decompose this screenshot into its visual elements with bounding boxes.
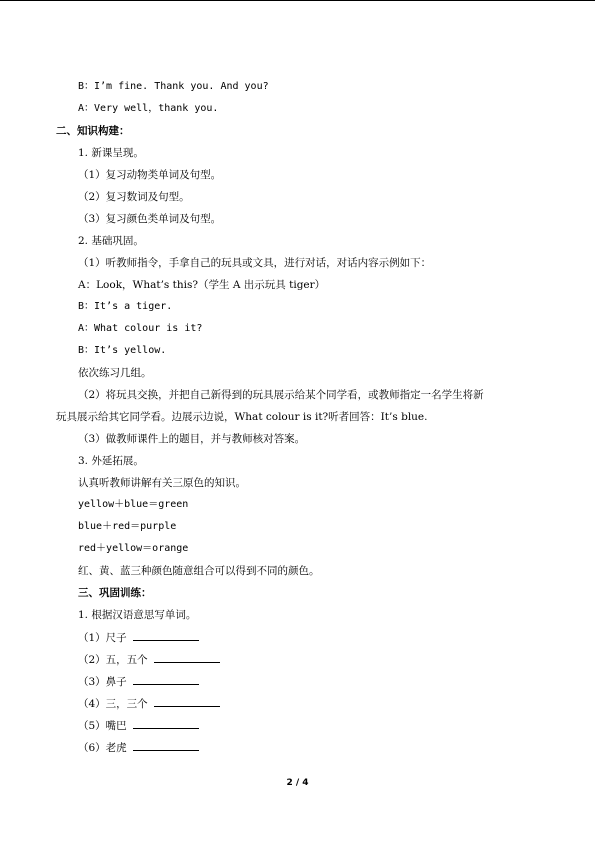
q1-item-2-blank[interactable] (154, 652, 220, 663)
item1-sub-1: （1）复习动物类单词及句型。 (78, 169, 222, 181)
item2-p3: （3）做教师课件上的题目，并与教师核对答案。 (78, 433, 306, 445)
item3-intro: 认真听教师讲解有关三原色的知识。 (78, 477, 246, 489)
section2-heading: 二、知识构建： (56, 125, 130, 137)
item2-p2-line1: （2）将玩具交换，并把自己新得到的玩具展示给某个同学看，或教师指定一名学生将新 (78, 389, 484, 401)
item2-title: 2. 基础巩固。 (78, 235, 144, 247)
dialogue-a-line: A：Very well，thank you. (78, 103, 219, 114)
page-number: 2 / 4 (286, 778, 309, 788)
q1-item-5 (78, 718, 199, 733)
dialog-line-1: A：Look，What’s this?（学生 A 出示玩具 tiger） (78, 279, 326, 291)
q1-item-1 (78, 630, 199, 645)
item2-p2-line2: 玩具展示给其它同学看。边展示边说，What colour is it?听者回答：It’s blue. (56, 411, 428, 423)
q1-item-6-label: （6）老虎 (78, 742, 127, 754)
formula-3: red＋yellow＝orange (78, 543, 189, 554)
practice-line: 依次练习几组。 (78, 367, 152, 379)
item2-p1: （1）听教师指令，手拿自己的玩具或文具，进行对话，对话内容示例如下： (78, 257, 432, 269)
q1-item-5-label: （5）嘴巴 (78, 720, 127, 732)
q1-item-4-blank[interactable] (154, 696, 220, 707)
section3-heading: 三、巩固训练： (78, 587, 152, 599)
q1-item-6 (78, 740, 199, 755)
q1-item-3 (78, 674, 199, 689)
item1-sub-2: （2）复习数词及句型。 (78, 191, 190, 203)
q1-item-1-blank[interactable] (133, 630, 199, 641)
item3-title: 3. 外延拓展。 (78, 455, 144, 467)
formula-1: yellow＋blue＝green (78, 499, 189, 510)
q1-item-2-label: （2）五，五个 (78, 654, 148, 666)
q1-item-1-label: （1）尺子 (78, 632, 127, 644)
dialogue-b-line: B：I’m fine. Thank you. And you? (78, 81, 269, 92)
dialog-line-3: A：What colour is it? (78, 323, 203, 334)
q1-item-2 (78, 652, 220, 667)
item1-sub-3: （3）复习颜色类单词及句型。 (78, 213, 222, 225)
q1-item-3-label: （3）鼻子 (78, 676, 127, 688)
q1-item-4 (78, 696, 220, 711)
q1-title: 1. 根据汉语意思写单词。 (78, 609, 197, 621)
q1-item-5-blank[interactable] (133, 718, 199, 729)
item1-title: 1. 新课呈现。 (78, 147, 144, 159)
formula-2: blue＋red＝purple (78, 521, 177, 532)
page-top-rule (0, 0, 595, 1)
q1-item-3-blank[interactable] (133, 674, 199, 685)
dialog-line-4: B：It’s yellow. (78, 345, 167, 356)
item3-conclusion: 红、黄、蓝三种颜色随意组合可以得到不同的颜色。 (78, 565, 320, 577)
q1-item-6-blank[interactable] (133, 740, 199, 751)
dialog-line-2: B：It’s a tiger. (78, 301, 173, 312)
q1-item-4-label: （4）三，三个 (78, 698, 148, 710)
